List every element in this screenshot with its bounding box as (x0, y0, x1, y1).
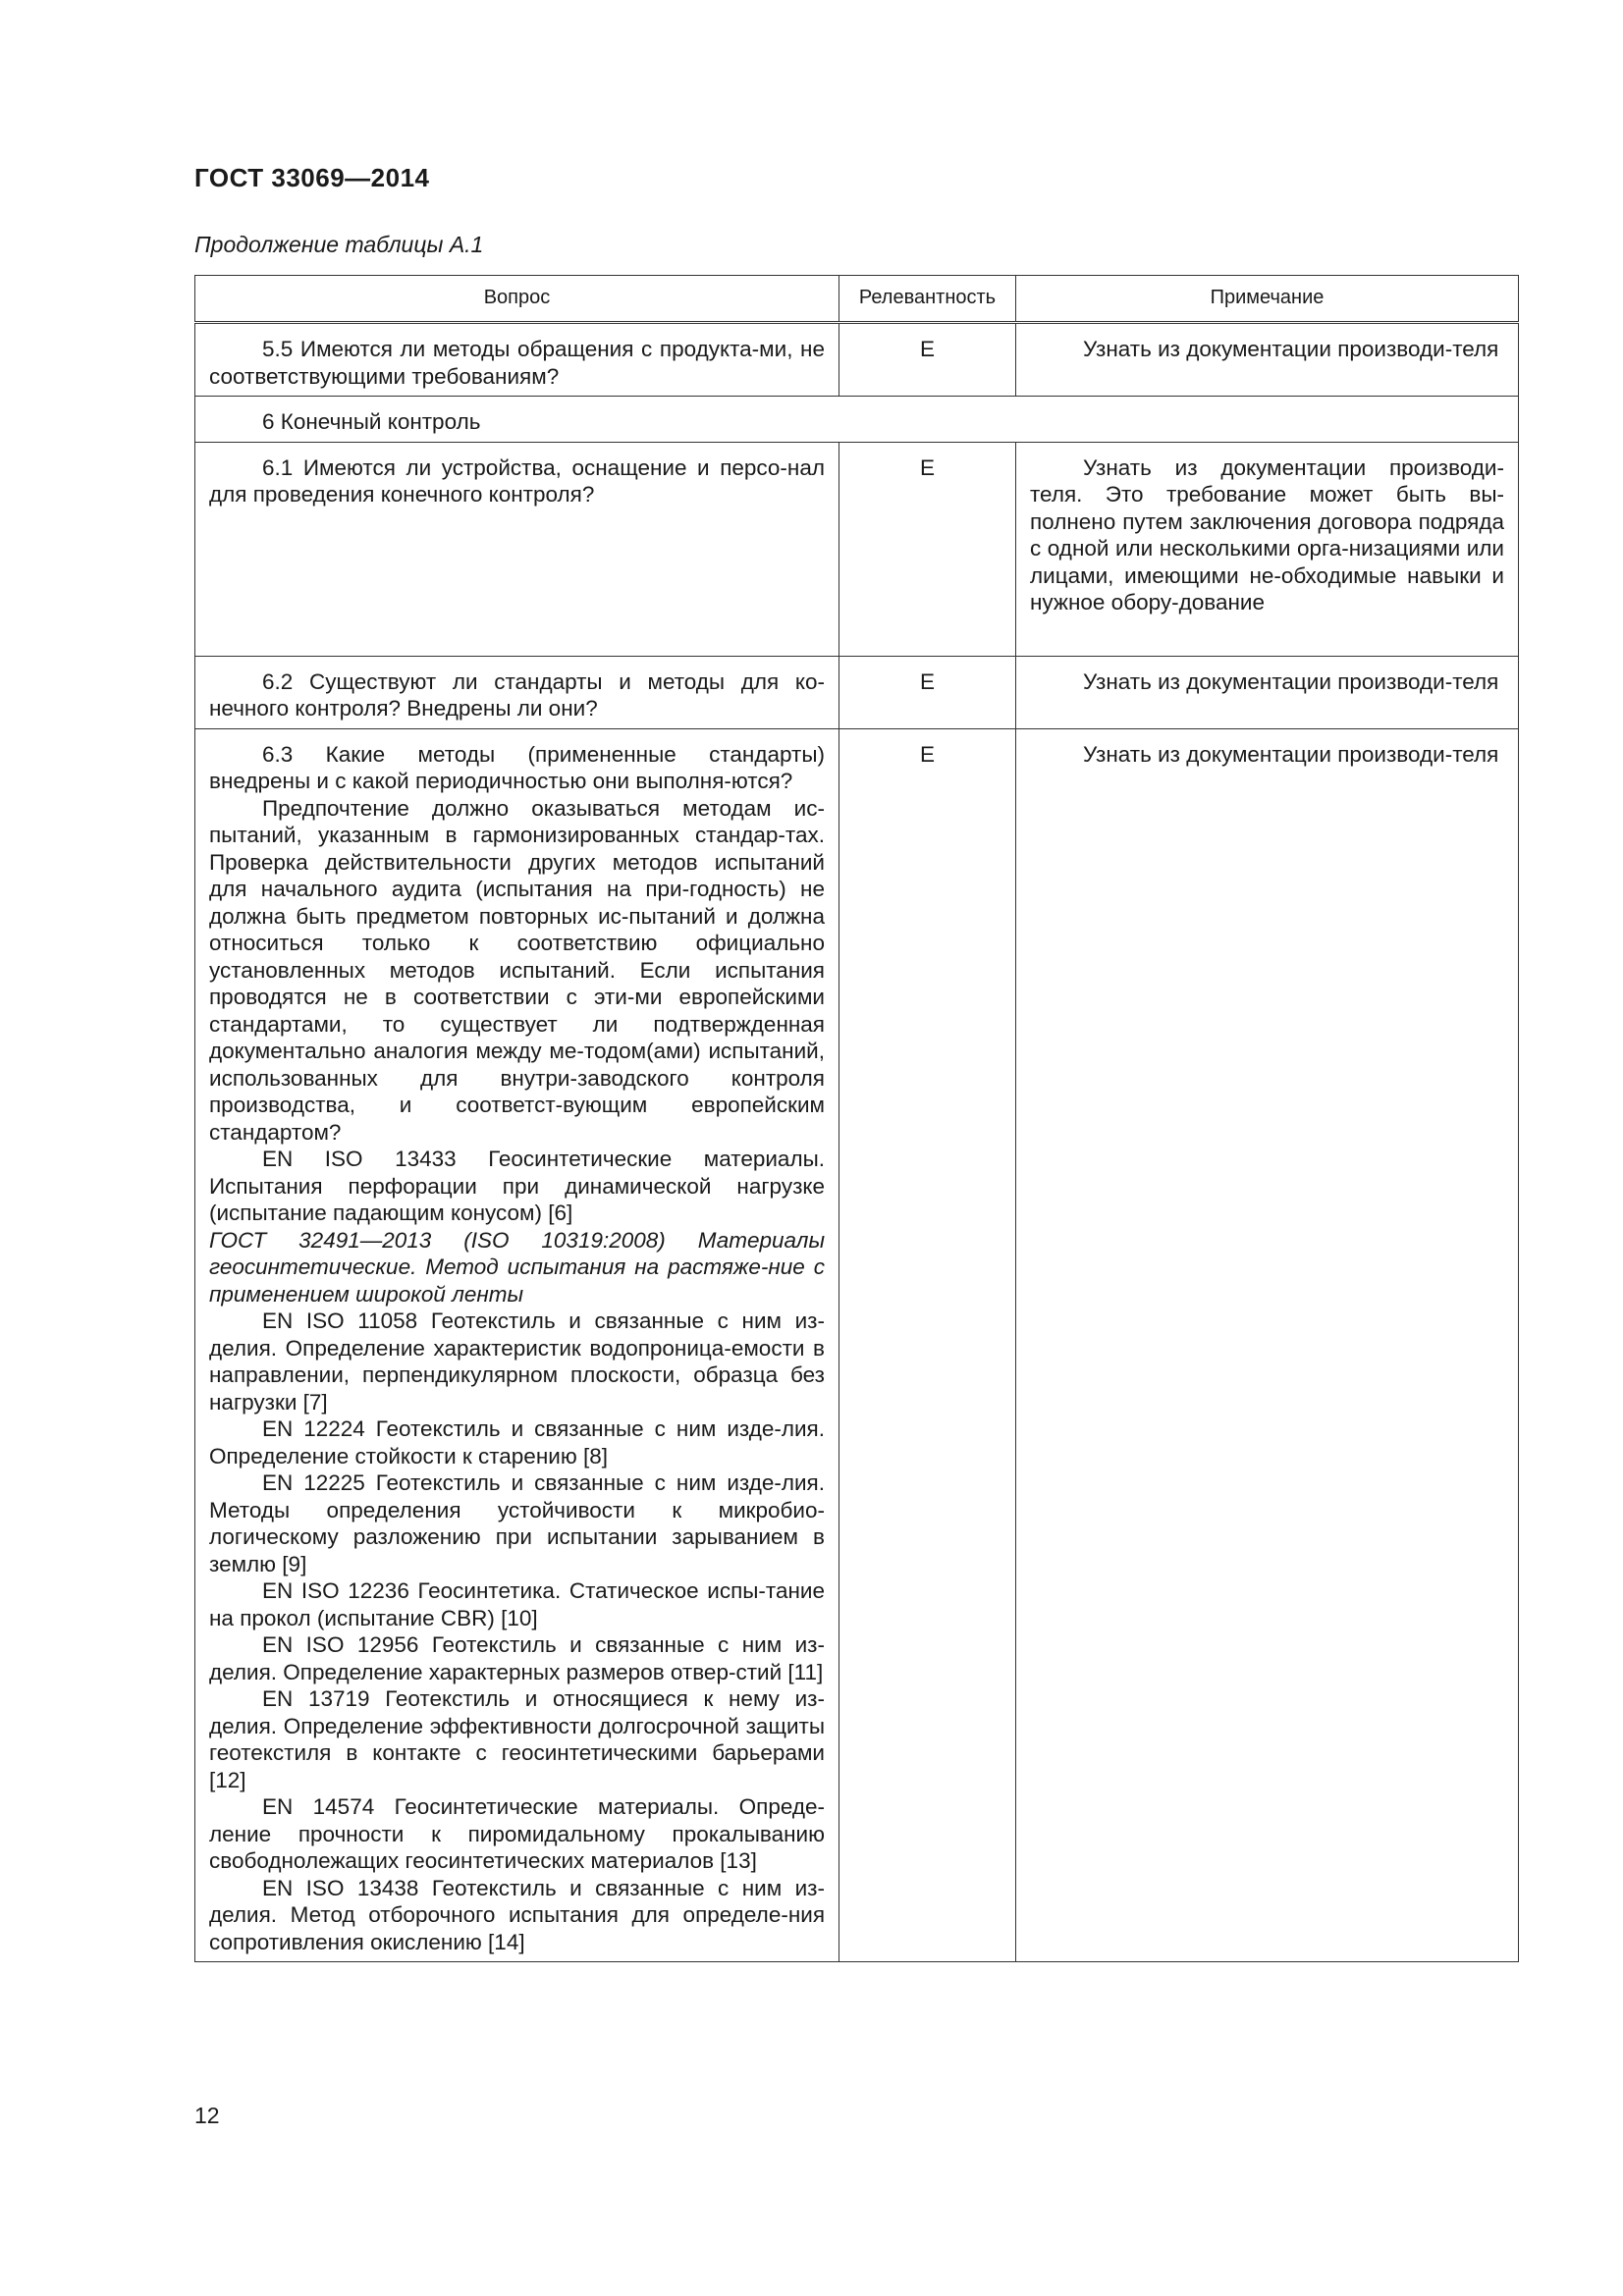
column-header-question: Вопрос (195, 276, 839, 323)
standard-reference: EN 14574 Геосинтетические материалы. Опреде-ление прочности к пиромидальному прокалыванию свободнолежащих геосинтетических материалов [13] (209, 1794, 825, 1873)
table-row (195, 442, 1519, 656)
note-cell (1016, 656, 1519, 728)
section-title: 6 Конечный контроль (262, 409, 481, 434)
note-cell (1016, 323, 1519, 397)
note-cell (1016, 728, 1519, 1962)
table-row (195, 656, 1519, 728)
question-cell (195, 728, 839, 1962)
column-header-note: Примечание (1016, 276, 1519, 323)
question-cell (195, 442, 839, 656)
note-text: Узнать из документации производи-теля. Это требование может быть вы-полнено путем заключения договора подряда с одной или несколькими орга-низациями или лицами, имеющими не-обходимые навыки и нужное обору-дование (1030, 454, 1504, 614)
section-title-cell (195, 397, 1519, 443)
relevance-cell: Е (839, 656, 1016, 728)
standard-reference: EN ISO 13433 Геосинтетические материалы. Испытания перфорации при динамической нагрузке (испытание падающим конусом) [6] (209, 1147, 825, 1225)
relevance-cell: Е (839, 442, 1016, 656)
table-row (195, 323, 1519, 397)
table-caption: Продолжение таблицы А.1 (194, 232, 484, 257)
note-text: Узнать из документации производи-теля (1083, 741, 1499, 767)
relevance-cell: Е (839, 323, 1016, 397)
column-header-relevance: Релевантность (839, 276, 1016, 323)
question-paragraph: Предпочтение должно оказываться методам ис-пытаний, указанным в гармонизированных стандар-тах. Проверка действительности других методов испытаний для начального аудита (испытания на при-годность) не должна быть предметом повторных ис-пытаний и должна относиться только к соответствию официально установленных методов испытаний. Если испытания проводятся не в соответствии с эти-ми европейскими стандартами, то существует ли подтвержденная документально аналогия между ме-тодом(ами) испытаний, использованных для внутри-заводского контроля производства, и соответст-вующим европейским стандартом? (209, 795, 825, 1145)
section-row (195, 397, 1519, 443)
question-cell (195, 656, 839, 728)
question-text: 6.2 Существуют ли стандарты и методы для ко-нечного контроля? Внедрены ли они? (209, 668, 825, 721)
note-cell (1016, 442, 1519, 656)
standard-reference: EN 12224 Геотекстиль и связанные с ним изде-лия. Определение стойкости к старению [8] (209, 1416, 825, 1468)
standard-reference: EN ISO 11058 Геотекстиль и связанные с ним из-делия. Определение характеристик водопроница-емости в направлении, перпендикулярном плоскости, образца без нагрузки [7] (209, 1308, 825, 1415)
standard-reference: EN 13719 Геотекстиль и относящиеся к нему из-делия. Определение эффективности долгосрочной защиты геотекстиля в контакте с геосинтетическими барьерами [12] (209, 1686, 825, 1792)
table-row (195, 728, 1519, 1962)
question-paragraph: 6.3 Какие методы (примененные стандарты) внедрены и с какой периодичностью они выполня-ются? (209, 741, 825, 793)
table-header-row (195, 276, 1519, 323)
standard-reference-gost: ГОСТ 32491—2013 (ISO 10319:2008) Материалы геосинтетические. Метод испытания на растяже-ние с применением широкой ленты (209, 1227, 825, 1307)
standard-reference: EN ISO 13438 Геотекстиль и связанные с ним из-делия. Метод отборочного испытания для определе-ния сопротивления окислению [14] (209, 1875, 825, 1954)
requirements-table (194, 275, 1519, 1962)
document-standard-header: ГОСТ 33069—2014 (194, 163, 430, 192)
question-cell (195, 323, 839, 397)
question-text: 5.5 Имеются ли методы обращения с продукта-ми, не соответствующими требованиям? (209, 337, 825, 389)
question-text: 6.1 Имеются ли устройства, оснащение и персо-нал для проведения конечного контроля? (209, 454, 825, 507)
note-text: Узнать из документации производи-теля (1083, 668, 1499, 694)
standard-reference: EN ISO 12236 Геосинтетика. Статическое испы-тание на прокол (испытание CBR) [10] (209, 1578, 825, 1630)
note-text: Узнать из документации производи-теля (1083, 337, 1499, 361)
standard-reference: EN 12225 Геотекстиль и связанные с ним изде-лия. Методы определения устойчивости к микробио-логическому разложению при испытании зарыванием в землю [9] (209, 1470, 825, 1576)
standard-reference: EN ISO 12956 Геотекстиль и связанные с ним из-делия. Определение характерных размеров отвер-стий [11] (209, 1632, 825, 1684)
page-number: 12 (194, 2103, 220, 2128)
relevance-cell: Е (839, 728, 1016, 1962)
